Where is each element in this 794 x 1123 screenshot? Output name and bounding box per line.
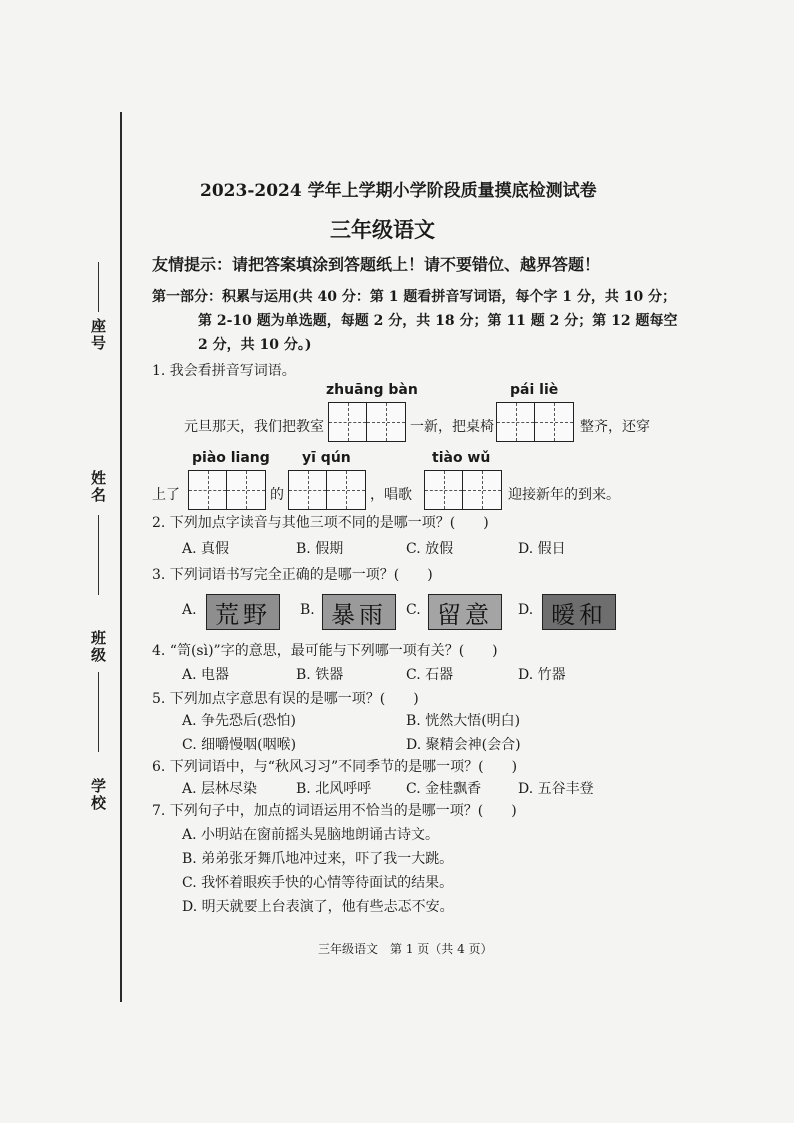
q1-pinyin-2: pái liè — [510, 382, 559, 398]
q5-option-c[interactable]: C. 细嚼慢咽(咽喉) — [182, 737, 297, 753]
q1-pinyin-4: yī qún — [302, 450, 351, 466]
q1-answer-grid-5[interactable] — [424, 470, 502, 510]
binding-line — [120, 112, 122, 1002]
q2-stem: 2. 下列加点字读音与其他三项不同的是哪一项？( ) — [152, 515, 489, 531]
q1-answer-grid-1[interactable] — [328, 402, 406, 442]
q4-option-d[interactable]: D. 竹器 — [518, 667, 566, 683]
q6-option-a[interactable]: A. 层林尽染 — [182, 781, 258, 797]
q1-answer-grid-3[interactable] — [188, 470, 266, 510]
q6-option-b[interactable]: B. 北风呼呼 — [296, 781, 372, 797]
q7-option-a[interactable]: A. 小明站在窗前摇头晃脑地朗诵古诗文。 — [182, 827, 440, 843]
q1-answer-grid-4[interactable] — [288, 470, 366, 510]
q4-option-c[interactable]: C. 石器 — [406, 667, 454, 683]
seat-fill-line[interactable] — [98, 262, 99, 312]
q1-pinyin-5: tiào wǔ — [432, 450, 491, 466]
q1-text-3: 整齐，还穿 — [580, 419, 650, 435]
q2-option-b[interactable]: B. 假期 — [296, 541, 344, 557]
q2-option-c[interactable]: C. 放假 — [406, 541, 454, 557]
q1-text-5: 的 — [270, 487, 284, 503]
part1-line1: 第一部分：积累与运用(共 40 分：第 1 题看拼音写词语，每个字 1 分，共 10 分； — [152, 289, 677, 305]
q1-text-6: ，唱歌 — [370, 487, 412, 503]
school-label: 学校 — [89, 778, 107, 812]
q3-stem: 3. 下列词语书写完全正确的是哪一项？( ) — [152, 567, 433, 583]
q1-pinyin-1: zhuāng bàn — [326, 382, 418, 398]
q1-text-7: 迎接新年的到来。 — [508, 487, 620, 503]
q3-label-b: B. — [300, 602, 315, 618]
q7-option-c[interactable]: C. 我怀着眼疾手快的心情等待面试的结果。 — [182, 875, 454, 891]
q5-option-d[interactable]: D. 聚精会神(会合) — [406, 737, 521, 753]
q4-option-a[interactable]: A. 电器 — [182, 667, 230, 683]
q7-stem: 7. 下列句子中，加点的词语运用不恰当的是哪一项？( ) — [152, 803, 517, 819]
name-fill-line[interactable] — [98, 515, 99, 595]
q1-text-2: 一新，把桌椅 — [410, 419, 494, 435]
q3-word-c[interactable]: 留意 — [428, 594, 502, 630]
q2-option-a[interactable]: A. 真假 — [182, 541, 230, 557]
q4-stem: 4. “笥(sì)”字的意思，最可能与下列哪一项有关？( ) — [152, 643, 498, 659]
class-fill-line[interactable] — [98, 672, 99, 752]
q3-word-a[interactable]: 荒野 — [206, 594, 280, 630]
q3-word-d[interactable]: 暧和 — [542, 594, 616, 630]
q3-label-d: D. — [518, 602, 534, 618]
q6-option-d[interactable]: D. 五谷丰登 — [518, 781, 594, 797]
q5-option-b[interactable]: B. 恍然大悟(明白) — [406, 713, 521, 729]
q7-option-b[interactable]: B. 弟弟张牙舞爪地冲过来，吓了我一大跳。 — [182, 851, 454, 867]
exam-subtitle: 三年级语文 — [330, 218, 435, 242]
exam-title: 2023-2024 学年上学期小学阶段质量摸底检测试卷 — [200, 181, 597, 201]
q3-word-b[interactable]: 暴雨 — [322, 594, 396, 630]
q1-answer-grid-2[interactable] — [496, 402, 574, 442]
name-label: 姓名 — [89, 470, 107, 504]
q6-stem: 6. 下列词语中，与“秋风习习”不同季节的是哪一项？( ) — [152, 759, 518, 775]
part1-line2: 第 2-10 题为单选题，每题 2 分，共 18 分；第 11 题 2 分；第 12 题每空 — [198, 313, 678, 329]
part1-line3: 2 分，共 10 分。) — [198, 337, 312, 353]
q5-option-a[interactable]: A. 争先恐后(恐怕) — [182, 713, 296, 729]
page-footer: 三年级语文 第 1 页（共 4 页） — [318, 942, 493, 956]
q4-option-b[interactable]: B. 铁器 — [296, 667, 344, 683]
friendly-tip: 友情提示：请把答案填涂到答题纸上！请不要错位、越界答题！ — [152, 255, 601, 274]
q3-label-c: C. — [406, 602, 421, 618]
q5-stem: 5. 下列加点字意思有误的是哪一项？( ) — [152, 691, 419, 707]
q1-pinyin-3: piào liang — [192, 450, 270, 466]
class-label: 班级 — [89, 630, 107, 664]
q1-text-4: 上了 — [152, 487, 180, 503]
q1-text-1: 元旦那天，我们把教室 — [184, 419, 324, 435]
q7-option-d[interactable]: D. 明天就要上台表演了，他有些忐忑不安。 — [182, 899, 454, 915]
q3-label-a: A. — [182, 602, 197, 618]
q2-option-d[interactable]: D. 假日 — [518, 541, 566, 557]
seat-label: 座号 — [89, 318, 107, 352]
q1-stem: 1. 我会看拼音写词语。 — [152, 363, 296, 379]
q6-option-c[interactable]: C. 金桂飘香 — [406, 781, 482, 797]
